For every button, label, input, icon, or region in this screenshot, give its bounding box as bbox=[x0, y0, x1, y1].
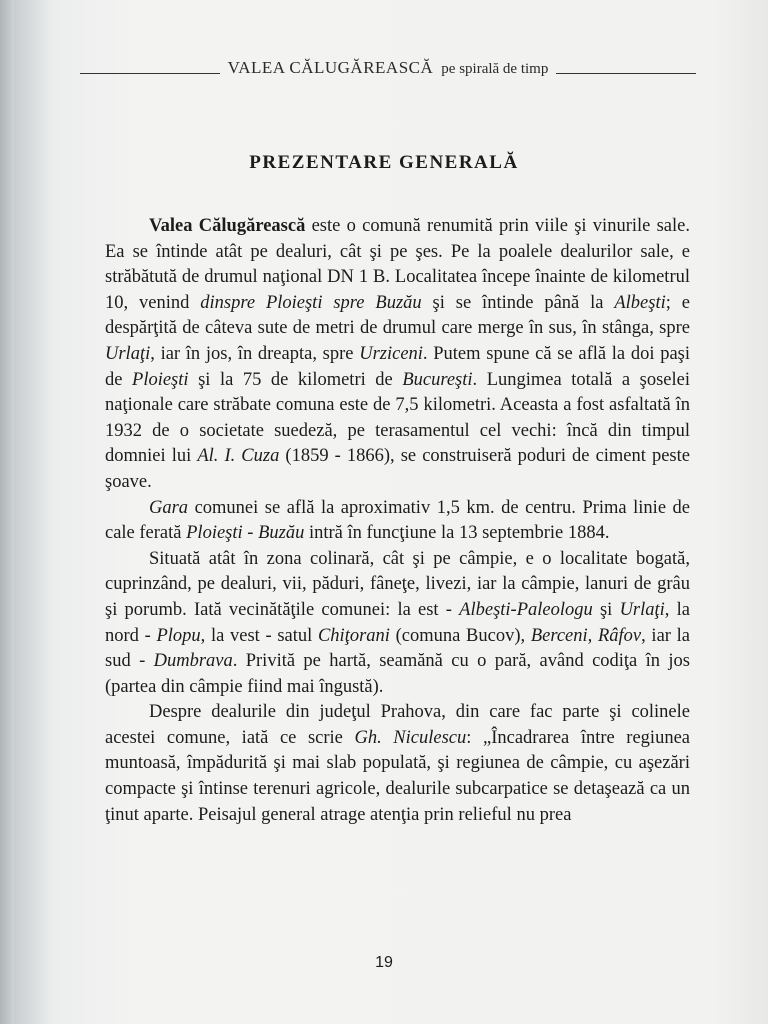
text-run: (comuna Bucov), bbox=[389, 625, 531, 646]
italic-run: Chiţorani bbox=[317, 625, 390, 646]
text-run: , la nord - bbox=[105, 599, 690, 646]
italic-run: Bucureşti bbox=[402, 369, 473, 390]
text-run: comunei se află la aproximativ 1,5 km. de centru. Prima linie de cale ferată bbox=[105, 497, 690, 544]
italic-run: Gara bbox=[149, 497, 189, 518]
header-rule-right bbox=[556, 73, 696, 74]
paragraph bbox=[105, 496, 690, 547]
italic-run: Albeşti bbox=[614, 292, 666, 313]
italic-run: Ploieşti bbox=[186, 523, 243, 544]
page-number: 19 bbox=[375, 954, 393, 971]
text-run: Despre dealurile din judeţul Prahova, din care fac parte şi colinele acestei comune, iată ce scrie bbox=[105, 702, 690, 748]
italic-run: Urlaţi bbox=[105, 343, 151, 364]
text-run: ; e despărţită de câteva sute de metri de drumul care merge în sus, în stânga, spre bbox=[105, 292, 690, 339]
italic-run: Berceni, Râfov bbox=[530, 625, 642, 646]
header-book-subtitle: pe spirală de timp bbox=[441, 61, 549, 77]
italic-run: Ploieşti bbox=[132, 369, 189, 390]
text-run: (1859 - 1866), se construiseră poduri de ciment peste şoave. bbox=[105, 446, 690, 492]
text-run: este o comună renumită prin viile şi vinurile sale. Ea se întinde atât pe dealuri, cât şi pe şes. Pe la poalele dealurilor sale, e străbătută de drumul naţional DN 1 B. Localitatea începe înainte de kilometrul 10, venind bbox=[105, 216, 690, 313]
header-rule-left bbox=[80, 73, 220, 74]
body-text bbox=[105, 214, 690, 828]
text-run: : „Încadrarea între regiunea muntoasă, împădurită şi mai slab populată, şi regiunea de câmpie, cu aşezări compacte şi întinse terenuri agricole, dealurile subcarpatice se detaşează ca un ţinut aparte. Peisajul general atrage atenţia prin relieful nu prea bbox=[105, 727, 690, 825]
text-run: , la vest - satul bbox=[200, 625, 318, 646]
text-run: , iar la sud - bbox=[105, 625, 690, 672]
text-run: şi se întinde până la bbox=[421, 292, 615, 313]
italic-run: Urziceni bbox=[359, 343, 423, 364]
paragraph bbox=[105, 214, 690, 496]
text-run: Situată atât în zona colinară, cât şi pe câmpie, e o localitate bogată, cuprinzând, pe dealuri, vii, păduri, fâneţe, livezi, iar la câmpie, lanuri de grâu şi porumb. Iată vecinătăţile comunei: la est - bbox=[105, 548, 690, 620]
section-title: PREZENTARE GENERALĂ bbox=[249, 152, 519, 173]
text-run: . Lungimea totală a şoselei naţionale care străbate comuna este de 7,5 kilometri. Aceasta a fost asfaltată în 1932 de o societate suedeză, pe terasamentul cel vechi: încă din timpul domniei lui bbox=[105, 369, 690, 467]
text-run: . Privită pe hartă, seamănă cu o pară, având codiţa în jos (partea din câmpie fiind mai îngustă). bbox=[105, 651, 690, 697]
italic-run: Gh. Niculescu bbox=[354, 727, 467, 748]
text-run: intră în funcţiune la 13 septembrie 1884. bbox=[304, 523, 610, 544]
header-book-title: VALEA CĂLUGĂREASCĂ bbox=[227, 58, 434, 77]
italic-run: Al. I. Cuza bbox=[197, 446, 280, 467]
bold-run: Valea Călugărească bbox=[149, 216, 306, 236]
italic-run: Buzău bbox=[258, 523, 305, 544]
paragraph bbox=[105, 700, 690, 828]
italic-run: dinspre Ploieşti spre Buzău bbox=[200, 292, 422, 313]
text-run: , iar în jos, în dreapta, spre bbox=[150, 343, 360, 364]
paragraph bbox=[105, 547, 690, 701]
text-run: şi bbox=[592, 599, 620, 620]
italic-run: Dumbrava bbox=[153, 651, 233, 672]
running-header bbox=[80, 58, 696, 78]
italic-run: Urlaţi bbox=[619, 599, 665, 620]
italic-run: Plopu bbox=[156, 625, 201, 646]
text-run: . Putem spune că se află la doi paşi de bbox=[105, 343, 690, 390]
text-run: - bbox=[242, 523, 259, 544]
text-run: şi la 75 de kilometri de bbox=[188, 369, 403, 390]
italic-run: Albeşti-Paleologu bbox=[459, 599, 593, 620]
